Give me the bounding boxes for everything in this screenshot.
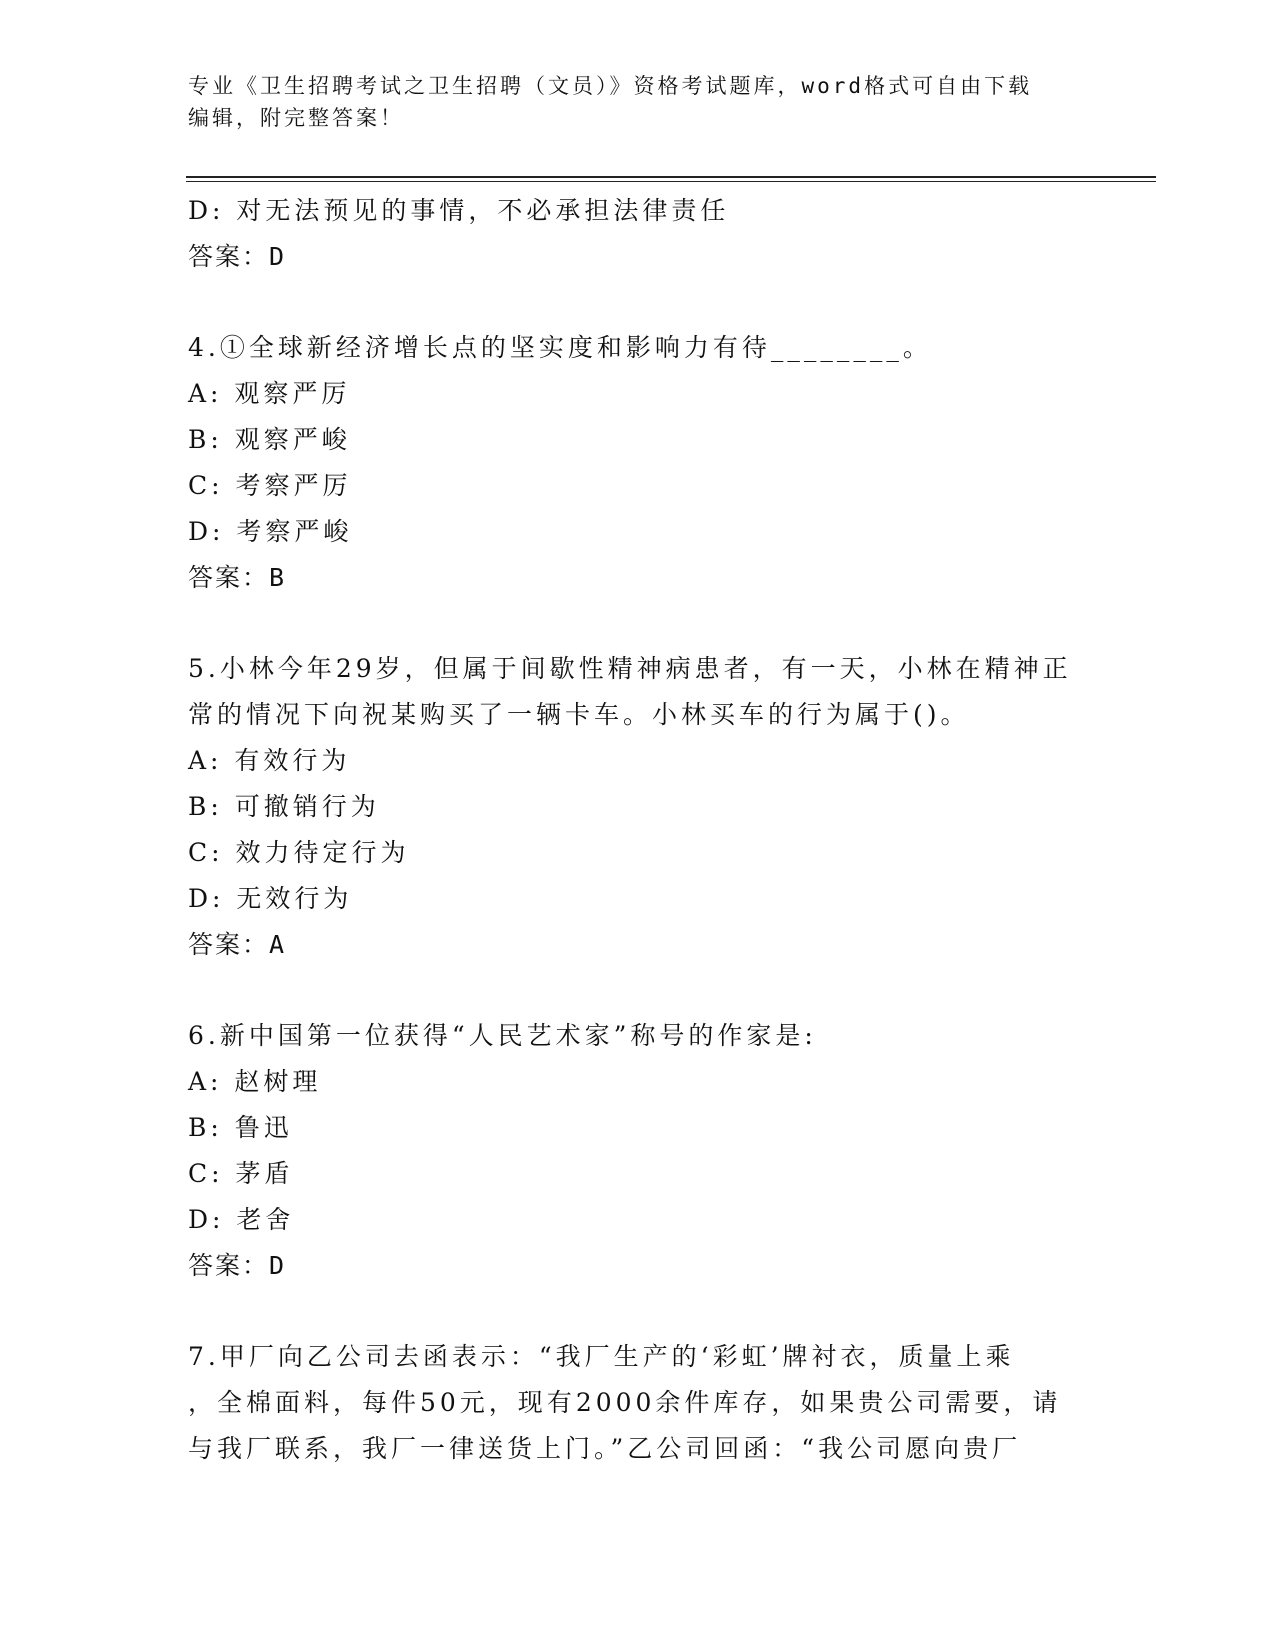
option-d: D: 无效行为 <box>188 884 353 913</box>
question-stem-line-2: 常的情况下向祝某购买了一辆卡车。小林买车的行为属于()。 <box>188 700 970 729</box>
header-line-2: 编辑，附完整答案！ <box>188 106 404 130</box>
spacer <box>188 1289 1088 1334</box>
question-stem-line-2: ，全棉面料，每件50元，现有2000余件库存，如果贵公司需要，请 <box>188 1388 1062 1417</box>
option-d: D: 对无法预见的事情，不必承担法律责任 <box>188 196 730 225</box>
answer-line: 答案：B <box>188 563 287 592</box>
question-content <box>188 188 1088 1472</box>
question-5 <box>188 646 1088 968</box>
question-6 <box>188 1013 1088 1289</box>
option-d: D: 老舍 <box>188 1205 295 1234</box>
spacer <box>188 968 1088 1013</box>
spacer <box>188 280 1088 325</box>
question-3-tail <box>188 188 1088 280</box>
answer-line: 答案：A <box>188 930 287 959</box>
question-7 <box>188 1334 1088 1472</box>
option-c: C: 效力待定行为 <box>188 838 410 867</box>
answer-line: 答案：D <box>188 1251 287 1280</box>
option-b: B: 可撤销行为 <box>188 792 380 821</box>
question-stem-line-1: 5.小林今年29岁，但属于间歇性精神病患者，有一天，小林在精神正 <box>188 654 1072 683</box>
option-a: A: 赵树理 <box>188 1067 322 1096</box>
header-line-1: 专业《卫生招聘考试之卫生招聘（文员）》资格考试题库，word格式可自由下载 <box>188 74 1033 98</box>
option-c: C: 茅盾 <box>188 1159 294 1188</box>
question-4 <box>188 325 1088 601</box>
question-stem-line-1: 7.甲厂向乙公司去函表示：“我厂生产的‘彩虹’牌衬衣，质量上乘 <box>188 1342 1015 1371</box>
answer-line: 答案：D <box>188 242 287 271</box>
spacer <box>188 601 1088 646</box>
header-rule-thin <box>186 181 1156 182</box>
question-stem: 4.①全球新经济增长点的坚实度和影响力有待________。 <box>188 333 932 362</box>
option-a: A: 有效行为 <box>188 746 351 775</box>
question-stem: 6.新中国第一位获得“人民艺术家”称号的作家是: <box>188 1021 817 1050</box>
header-rule-thick <box>186 176 1156 178</box>
option-b: B: 鲁迅 <box>188 1113 293 1142</box>
option-d: D: 考察严峻 <box>188 517 353 546</box>
option-a: A: 观察严厉 <box>188 379 351 408</box>
option-b: B: 观察严峻 <box>188 425 351 454</box>
question-stem-line-3: 与我厂联系，我厂一律送货上门。”乙公司回函：“我公司愿向贵厂 <box>188 1434 1022 1463</box>
page-header <box>188 70 1068 134</box>
option-c: C: 考察严厉 <box>188 471 352 500</box>
